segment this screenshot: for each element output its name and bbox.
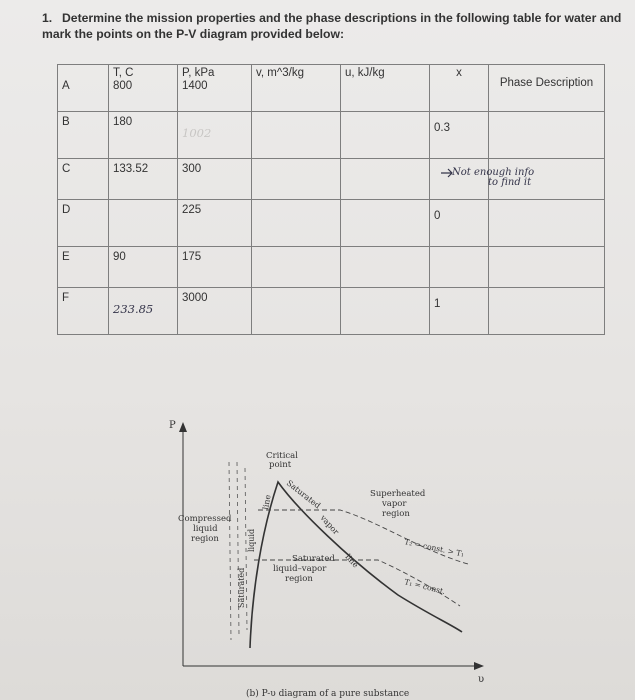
p-axis-label: P — [169, 420, 176, 431]
row-label-a: A — [58, 65, 109, 112]
cell-x: 0 — [430, 200, 489, 247]
cell-t: 133.52 — [109, 159, 178, 200]
table-row — [58, 288, 605, 335]
svg-text:liquid: liquid — [193, 524, 218, 534]
v-axis-label: υ — [478, 674, 485, 685]
cell-phase — [489, 200, 605, 247]
header-u: u, kJ/kg — [341, 65, 430, 112]
svg-text:point: point — [269, 460, 292, 470]
superheated-label: Superheated — [370, 489, 426, 499]
header-v: v, m^3/kg — [252, 65, 341, 112]
table-row — [58, 112, 605, 159]
cell-t: 90 — [109, 247, 178, 288]
cell-p: 3000 — [178, 288, 252, 335]
question-body: Determine the mission properties and the phase descriptions in the following table for water and mark the points on the P-V diagram provided below: — [42, 11, 622, 41]
cell-t — [109, 200, 178, 247]
properties-table — [57, 64, 605, 335]
question-text — [42, 10, 622, 42]
cell-x: 0.3 — [430, 112, 489, 159]
cell-v — [252, 112, 341, 159]
svg-text:region: region — [191, 534, 219, 544]
row-label: D — [58, 200, 109, 247]
cell-x: 1 — [430, 288, 489, 335]
pv-diagram — [0, 410, 635, 700]
cell-v — [252, 247, 341, 288]
handwritten-note: Not enough info to find it — [452, 167, 535, 188]
header-p: P, kPa 1400 — [178, 65, 252, 112]
svg-text:line: line — [261, 493, 273, 511]
dashed-line — [237, 462, 239, 635]
cell-u — [341, 247, 430, 288]
v-axis-arrow-icon — [474, 662, 484, 670]
header-t: T, C 800 — [109, 65, 178, 112]
cell-phase — [489, 288, 605, 335]
cell-a-t: 800 — [113, 80, 133, 92]
diagram-caption: (b) P-υ diagram of a pure substance — [246, 689, 410, 699]
header-x: x — [430, 65, 489, 112]
dashed-line — [229, 462, 231, 640]
cell-phase — [489, 247, 605, 288]
isotherm-t2 — [258, 510, 468, 564]
question-number: 1. — [42, 11, 53, 25]
cell-u — [341, 288, 430, 335]
cell-v — [252, 159, 341, 200]
svg-text:liquid–vapor: liquid–vapor — [273, 564, 327, 574]
cell-x — [430, 247, 489, 288]
saturated-liquid-label: Saturated — [237, 567, 246, 608]
svg-text:region: region — [285, 574, 313, 584]
svg-text:vapor: vapor — [382, 499, 407, 509]
arrow-icon — [440, 168, 454, 178]
cell-u — [341, 112, 430, 159]
table-row — [58, 247, 605, 288]
cell-p: 1002 — [178, 112, 252, 159]
cell-v — [252, 288, 341, 335]
cell-v — [252, 200, 341, 247]
t1-label: T₁ = const. — [403, 577, 447, 597]
cell-phase — [489, 112, 605, 159]
p-axis-arrow-icon — [179, 422, 187, 432]
cell-t — [109, 288, 178, 335]
header-phase: Phase Description — [489, 65, 605, 112]
svg-text:vapor: vapor — [318, 513, 341, 537]
t2-label: T₂ = const. > T₁ — [403, 537, 466, 559]
table-row — [58, 200, 605, 247]
row-label: B — [58, 112, 109, 159]
critical-point-label: Critical — [266, 451, 298, 461]
cell-p: 175 — [178, 247, 252, 288]
saturated-mixture-label: Saturated — [292, 554, 335, 564]
row-label: C — [58, 159, 109, 200]
handwritten-temperature: 233.85 — [113, 302, 154, 316]
cell-t: 180 — [109, 112, 178, 159]
saturated-vapor-label: Saturated — [284, 478, 323, 511]
svg-text:line: line — [343, 552, 361, 570]
svg-text:liquid: liquid — [247, 528, 256, 552]
cell-p: 225 — [178, 200, 252, 247]
cell-a-p: 1400 — [182, 80, 208, 92]
row-label: F — [58, 288, 109, 335]
svg-text:region: region — [382, 509, 410, 519]
compressed-liquid-label: Compressed — [178, 514, 232, 524]
row-label: E — [58, 247, 109, 288]
cell-p: 300 — [178, 159, 252, 200]
header-row — [58, 65, 605, 112]
cell-u — [341, 159, 430, 200]
cell-u — [341, 200, 430, 247]
